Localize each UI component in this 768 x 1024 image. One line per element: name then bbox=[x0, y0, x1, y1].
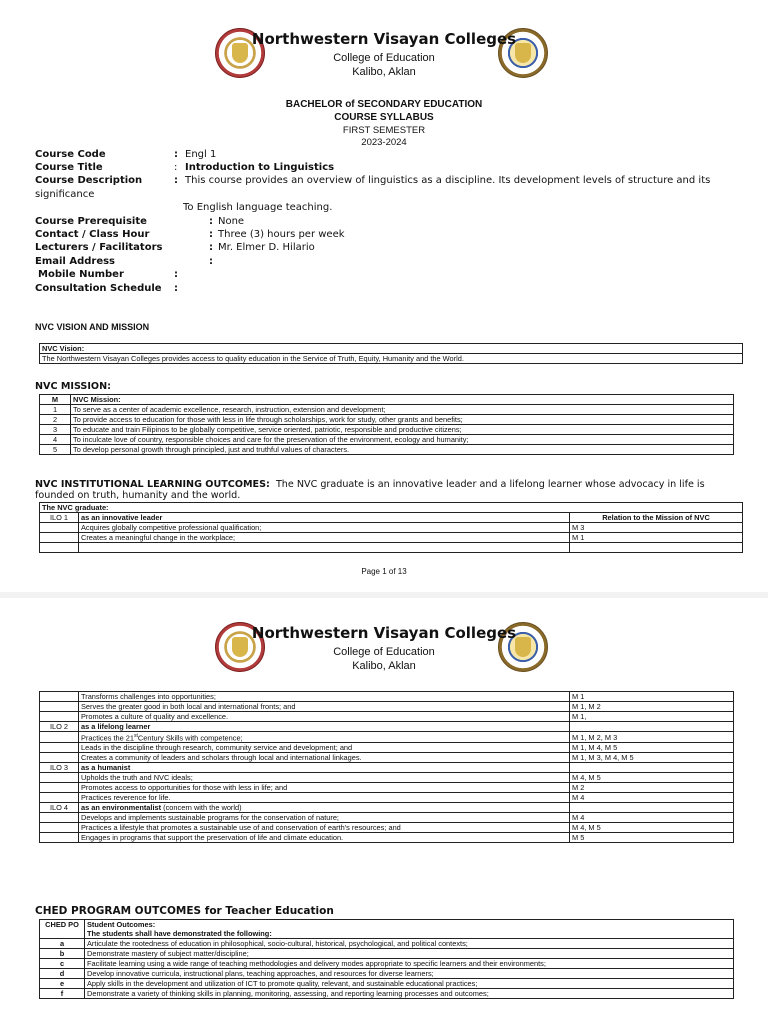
ilo-intro: NVC INSTITUTIONAL LEARNING OUTCOMES: The NVC graduate is an innovative leader and a lifelong learner whose advocacy in life is founded on truth, humanity and the world. bbox=[35, 479, 705, 501]
table-row: 1 To serve as a center of academic excellence, research, instruction, extension and development; bbox=[40, 405, 734, 415]
table-row: Develops and implements sustainable programs for the conservation of nature; M 4 bbox=[40, 813, 734, 823]
table-row: 4 To inculcate love of country, responsible choices and care for the preservation of the environment, ecology and humanity; bbox=[40, 435, 734, 445]
semester: FIRST SEMESTER bbox=[342, 125, 426, 136]
college-name: Northwestern Visayan Colleges bbox=[251, 624, 517, 642]
table-row: d Develop innovative curricula, instructional plans, teaching approaches, and resources for diverse learners; bbox=[40, 969, 734, 979]
mission-table bbox=[39, 394, 734, 455]
table-row: e Apply skills in the development and utilization of ICT to promote quality, relevant, and sustainable educational practices; bbox=[40, 979, 734, 989]
table-row: Practices a lifestyle that promotes a sustainable use of and conservation of earth's resources; and M 4, M 5 bbox=[40, 823, 734, 833]
table-row: Promotes a culture of quality and excellence. M 1, bbox=[40, 712, 734, 722]
ched-title: CHED PROGRAM OUTCOMES for Teacher Education bbox=[35, 905, 334, 917]
table-row: 5 To develop personal growth through principled, just and truthful values of characters. bbox=[40, 445, 734, 455]
ilo-table-p2: Transforms challenges into opportunities; M 1 Serves the greater good in both local and international fronts; and M 1, M 2 Promotes a culture of quality and excellence. M 1, ILO 2 as a lifelong learner Practices the 21stCentury Skills with competence; M 1, M 2, M 3 Leads in the discipline through research, community service and development; and M 1, M 4, M 5 Creates a community of leaders and scholars through local and international linkages. M 1, M 3, M 4, M 5 ILO 3 as a humanist Upholds the truth and NVC ideals; M 4, M 5 Promotes access to opportunities for those with less in life; and M 2 Practices reverence for life. M 4 ILO 4 as an environmentalist (concern with the world) Develops and implements sustainable programs for the conservation of nature; M 4 Practices a lifestyle that promotes a sustainable use of and conservation of earth's resources; and M 4, M 5 Engages in programs that support the preservation of life and climate education. M 5 bbox=[39, 691, 734, 843]
ilo-table-p1: The NVC graduate: ILO 1 as an innovative leader Relation to the Mission of NVC Acquires globally competitive professional qualification; M 3 Creates a meaningful change in the workplace; M 1 bbox=[39, 502, 743, 553]
vision-mission-title: NVC VISION AND MISSION bbox=[35, 322, 150, 332]
relation-header: Relation to the Mission of NVC bbox=[570, 513, 743, 523]
ched-table: CHED PO Student Outcomes: The students shall have demonstrated the following: a Articulate the rootedness of education in philosophical, socio-cultural, historical, psychological, and political contexts; b Demonstrate mastery of subject matter/discipline; c Facilitate learning using a wide range of teaching methodologies and delivery modes appropriate to specific learners and their environments; d Develop innovative curricula, instructional plans, teaching approaches, and resources for diverse learners; e Apply skills in the development and utilization of ICT to promote quality, relevant, and sustainable educational practices; f Demonstrate a variety of thinking skills in planning, monitoring, assessing, and reporting learning processes and outcomes; bbox=[39, 919, 734, 999]
vision-table bbox=[39, 343, 743, 364]
table-row: Acquires globally competitive professional qualification; M 3 bbox=[40, 523, 743, 533]
table-row: Creates a community of leaders and scholars through local and international linkages. M 1, M 3, M 4, M 5 bbox=[40, 753, 734, 763]
table-row: Leads in the discipline through research, community service and development; and M 1, M 4, M 5 bbox=[40, 743, 734, 753]
table-row: f Demonstrate a variety of thinking skills in planning, monitoring, assessing, and reporting learning processes and outcomes; bbox=[40, 989, 734, 999]
table-row: Transforms challenges into opportunities; M 1 bbox=[40, 692, 734, 702]
college-location: Kalibo, Aklan bbox=[352, 660, 416, 672]
course-desc-2: significance bbox=[35, 189, 95, 200]
ilo-title: NVC INSTITUTIONAL LEARNING OUTCOMES: bbox=[35, 479, 270, 490]
table-row: Creates a meaningful change in the workplace; M 1 bbox=[40, 533, 743, 543]
table-row: Practices the 21stCentury Skills with competence; M 1, M 2, M 3 bbox=[40, 732, 734, 743]
mission-col-label: NVC Mission: bbox=[71, 395, 734, 405]
course-desc-1: This course provides an overview of linguistics as a discipline. Its development levels of structure and its bbox=[185, 175, 711, 186]
page-2-header bbox=[0, 616, 768, 684]
page-1-header bbox=[0, 22, 768, 90]
degree-title: BACHELOR of SECONDARY EDUCATION bbox=[285, 99, 483, 110]
table-row: Practices reverence for life. M 4 bbox=[40, 793, 734, 803]
college-of: College of Education bbox=[333, 646, 435, 658]
course-code: Engl 1 bbox=[185, 149, 217, 160]
course-title: Introduction to Linguistics bbox=[185, 162, 335, 173]
college-name: Northwestern Visayan Colleges bbox=[251, 30, 517, 48]
table-row: 3 To educate and train Filipinos to be globally competitive, service oriented, patriotic, responsible and productive citizens; bbox=[40, 425, 734, 435]
page-number: Page 1 of 13 bbox=[361, 567, 407, 576]
doc-title: COURSE SYLLABUS bbox=[334, 112, 434, 123]
college-of: College of Education bbox=[333, 52, 435, 64]
mission-col-m: M bbox=[40, 395, 71, 405]
table-row: Serves the greater good in both local and international fronts; and M 1, M 2 bbox=[40, 702, 734, 712]
college-location: Kalibo, Aklan bbox=[352, 66, 416, 78]
table-row: Engages in programs that support the preservation of life and climate education. M 5 bbox=[40, 833, 734, 843]
table-row: Upholds the truth and NVC ideals; M 4, M 5 bbox=[40, 773, 734, 783]
vision-label: NVC Vision: bbox=[40, 344, 743, 354]
table-row: Promotes access to opportunities for those with less in life; and M 2 bbox=[40, 783, 734, 793]
table-row: c Facilitate learning using a wide range of teaching methodologies and delivery modes appropriate to specific learners and their environments; bbox=[40, 959, 734, 969]
table-row: b Demonstrate mastery of subject matter/discipline; bbox=[40, 949, 734, 959]
table-row: 2 To provide access to education for those with less in life through scholarships, work for study, other grants and benefits; bbox=[40, 415, 734, 425]
mission-title: NVC MISSION: bbox=[35, 381, 111, 392]
nvc-graduate: The NVC graduate: bbox=[40, 503, 743, 513]
table-row: a Articulate the rootedness of education in philosophical, socio-cultural, historical, psychological, and political contexts; bbox=[40, 939, 734, 949]
vision-text: The Northwestern Visayan Colleges provides access to quality education in the Service of Truth, Equity, Humanity and the World. bbox=[40, 354, 743, 364]
ched-col: CHED PO bbox=[40, 920, 85, 939]
school-year: 2023-2024 bbox=[361, 137, 407, 148]
page-separator bbox=[0, 592, 768, 598]
course-desc-3: To English language teaching. bbox=[183, 202, 333, 213]
